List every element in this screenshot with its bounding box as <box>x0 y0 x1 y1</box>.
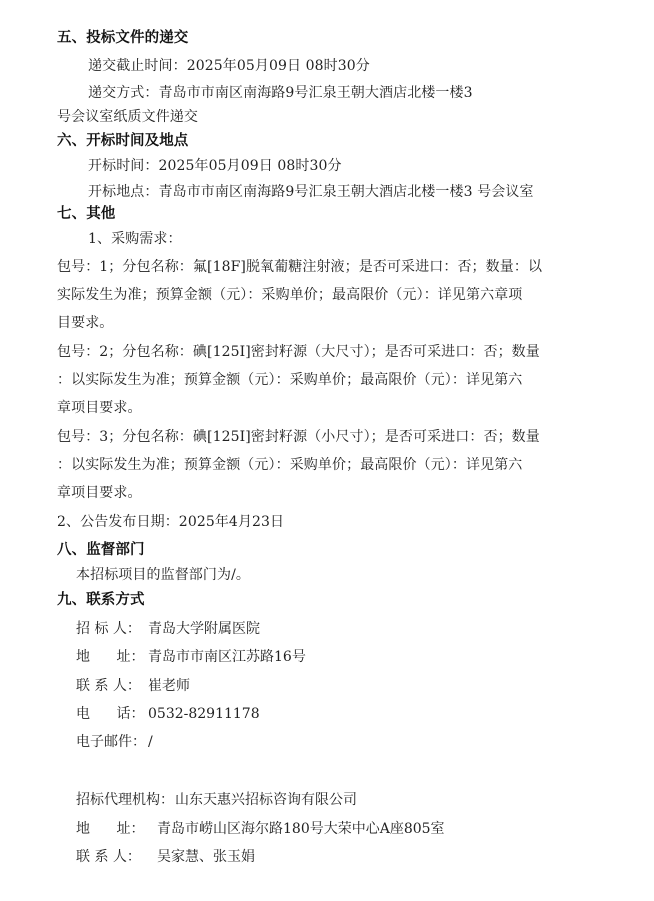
agency-address: 青岛市崂山区海尔路180号大荣中心A座805室 <box>157 821 445 837</box>
section-heading-supervision: 八、监督部门 <box>57 542 145 558</box>
package-3-line1: 包号：3；分包名称：碘[125I]密封籽源（小尺寸）；是否可采进口：否；数量 <box>57 429 540 445</box>
tenderer-email: / <box>148 734 153 750</box>
opening-time: 开标时间：2025年05月09日 08时30分 <box>88 158 342 174</box>
announcement-date: 2、公告发布日期：2025年4月23日 <box>57 514 285 530</box>
section-heading-opening: 六、开标时间及地点 <box>57 133 189 149</box>
agency-name: 山东天惠兴招标咨询有限公司 <box>175 792 357 808</box>
package-1-line3: 目要求。 <box>57 315 114 331</box>
package-2-line2: ：以实际发生为准；预算金额（元）：采购单价；最高限价（元）：详见第六 <box>57 372 523 388</box>
agency-contact-label: 联 系 人： <box>76 849 141 865</box>
package-3-line3: 章项目要求。 <box>57 485 142 501</box>
tenderer-contact-label: 联 系 人： <box>76 678 141 694</box>
tenderer-phone: 0532-82911178 <box>148 706 260 722</box>
section-heading-other: 七、其他 <box>57 206 116 222</box>
submission-method-line2: 号会议室纸质文件递交 <box>57 109 198 125</box>
agency-name-label: 招标代理机构： <box>76 792 174 808</box>
section-heading-contact: 九、联系方式 <box>57 592 145 608</box>
package-3-line2: ：以实际发生为准；预算金额（元）：采购单价；最高限价（元）：详见第六 <box>57 457 523 473</box>
tenderer-address-label: 地 址： <box>76 649 145 665</box>
package-1-line1: 包号：1；分包名称：氟[18F]脱氧葡糖注射液；是否可采进口：否；数量：以 <box>57 259 543 275</box>
tenderer-email-label: 电子邮件： <box>76 734 146 750</box>
submission-deadline: 递交截止时间：2025年05月09日 08时30分 <box>88 58 370 74</box>
supervision-text: 本招标项目的监督部门为/。 <box>76 567 251 583</box>
tenderer-name: 青岛大学附属医院 <box>148 621 260 637</box>
opening-place: 开标地点：青岛市市南区南海路9号汇泉王朝大酒店北楼一楼3 号会议室 <box>88 184 534 200</box>
tenderer-contact: 崔老师 <box>148 678 190 694</box>
package-2-line3: 章项目要求。 <box>57 400 142 416</box>
tenderer-phone-label: 电 话： <box>76 706 145 722</box>
submission-method-line1: 递交方式：青岛市市南区南海路9号汇泉王朝大酒店北楼一楼3 <box>88 85 473 101</box>
tenderer-address: 青岛市市南区江苏路16号 <box>148 649 306 665</box>
procurement-needs-label: 1、采购需求： <box>88 231 182 247</box>
tenderer-name-label: 招 标 人： <box>76 621 141 637</box>
package-2-line1: 包号：2；分包名称：碘[125I]密封籽源（大尺寸）；是否可采进口：否；数量 <box>57 344 540 360</box>
package-1-line2: 实际发生为准；预算金额（元）：采购单价；最高限价（元）：详见第六章项 <box>57 287 523 303</box>
section-heading-submission: 五、投标文件的递交 <box>57 30 189 46</box>
agency-address-label: 地 址： <box>76 821 145 837</box>
agency-contact: 吴家慧、张玉娟 <box>157 849 255 865</box>
